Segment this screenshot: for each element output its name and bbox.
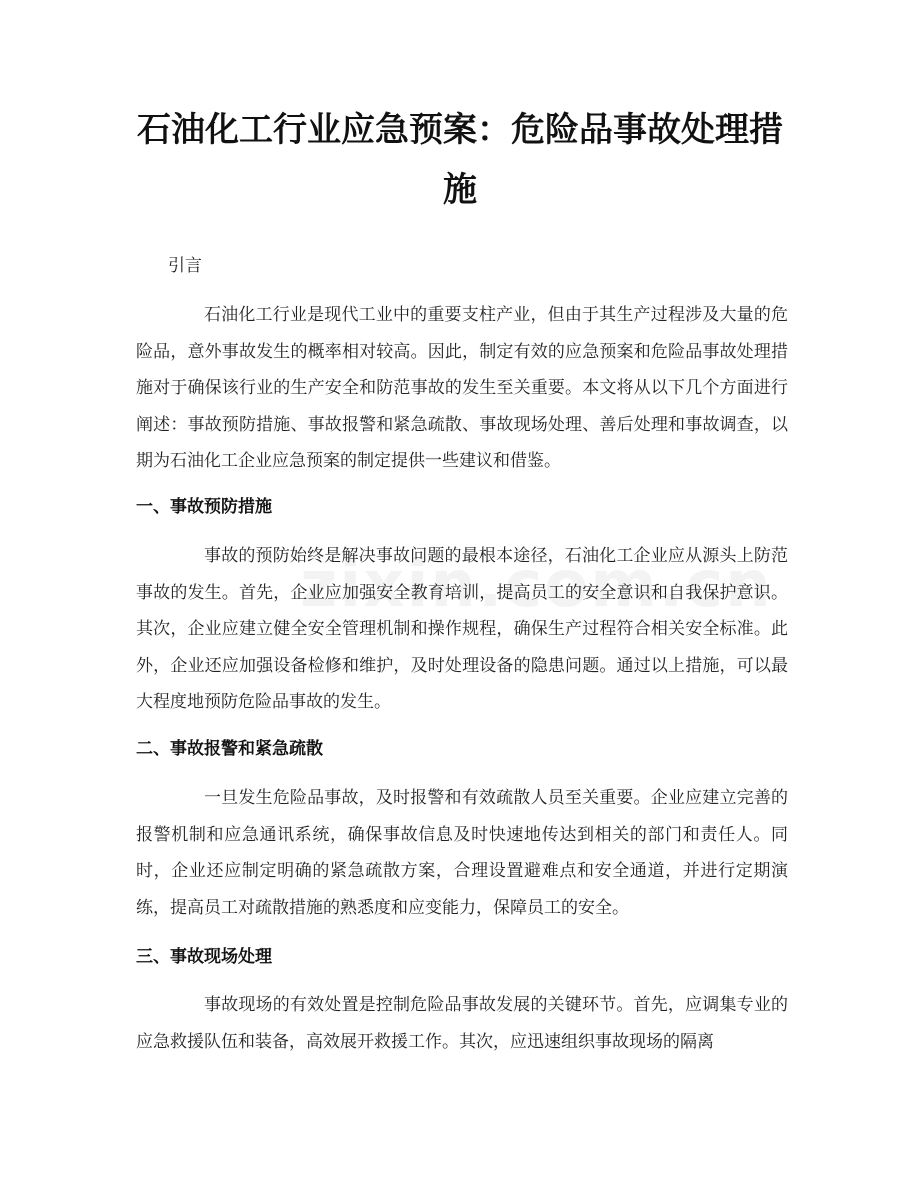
intro-label: 引言 [168,256,202,276]
section-body-onsite-handling: 事故现场的有效处置是控制危险品事故发展的关键环节。首先，应调集专业的应急救援队伍和装备，高效展开救援工作。其次，应迅速组织事故现场的隔离 [136,995,788,1052]
intro-paragraph: 石油化工行业是现代工业中的重要支柱产业，但由于其生产过程涉及大量的危险品，意外事故发生的概率相对较高。因此，制定有效的应急预案和危险品事故处理措施对于确保该行业的生产安全和防范事故的发生至关重要。本文将从以下几个方面进行阐述：事故预防措施、事故报警和紧急疏散、事故现场处理、善后处理和事故调查，以期为石油化工企业应急预案的制定提供一些建议和借鉴。 [136,305,788,472]
section-body-alarm-evacuation: 一旦发生危险品事故，及时报警和有效疏散人员至关重要。企业应建立完善的报警机制和应急通讯系统，确保事故信息及时快速地传达到相关的部门和责任人。同时，企业还应制定明确的紧急疏散方案，合理设置避难点和安全通道，并进行定期演练，提高员工对疏散措施的熟悉度和应变能力，保障员工的安全。 [136,788,788,918]
section-heading-onsite-handling: 三、事故现场处理 [136,947,272,967]
section-heading-alarm-evacuation: 二、事故报警和紧急疏散 [136,739,323,759]
document-title: 石油化工行业应急预案：危险品事故处理措施 [137,110,783,210]
section-body-prevention: 事故的预防始终是解决事故问题的最根本途径，石油化工企业应从源头上防范事故的发生。首先，企业应加强安全教育培训，提高员工的安全意识和自我保护意识。其次，企业应建立健全安全管理机制和操作规程，确保生产过程符合相关安全标准。此外，企业还应加强设备检修和维护，及时处理设备的隐患问题。通过以上措施，可以最大程度地预防危险品事故的发生。 [136,546,788,713]
section-heading-prevention: 一、事故预防措施 [136,497,272,517]
